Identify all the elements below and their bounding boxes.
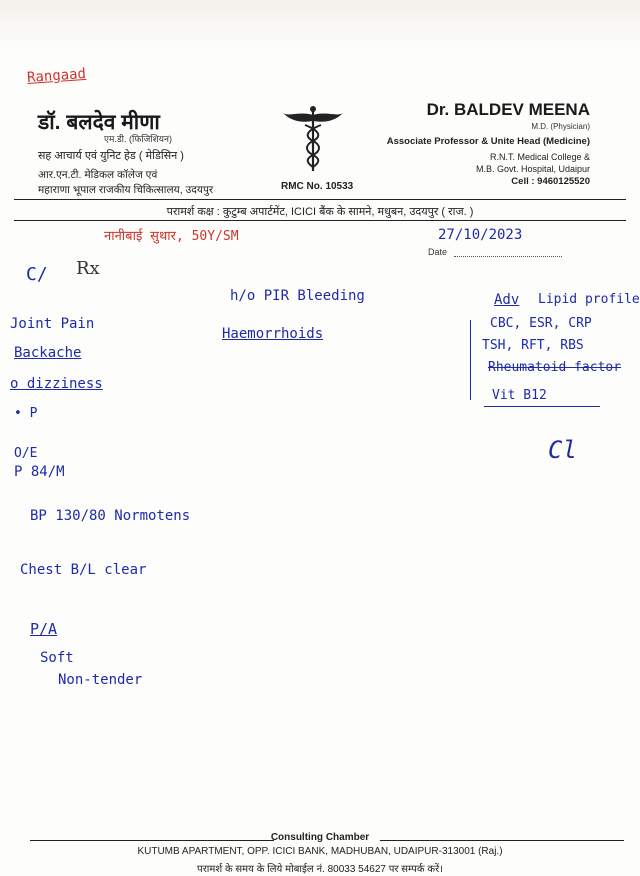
doctor-name-english: Dr. BALDEV MEENA bbox=[426, 100, 590, 119]
college-english-2: M.B. Govt. Hospital, Udaipur bbox=[475, 164, 590, 174]
date-label: Date bbox=[428, 247, 448, 257]
advice-underline bbox=[484, 406, 600, 407]
pa-item: Soft bbox=[40, 650, 74, 666]
visit-date: 27/10/2023 bbox=[438, 227, 523, 243]
degree-hindi: एम.डी. (फिजिशियन) bbox=[104, 134, 172, 144]
title-hindi: सह आचार्य एवं युनिट हेड ( मेडिसिन ) bbox=[38, 150, 184, 162]
complaint-item: o dizziness bbox=[10, 376, 103, 392]
complaint-item: • P bbox=[14, 406, 38, 421]
history-item: h/o PIR Bleeding bbox=[230, 288, 365, 304]
advice-bracket bbox=[470, 320, 477, 400]
advice-item-struck: Rheumatoid factor bbox=[488, 360, 622, 375]
paper-edge-marks bbox=[0, 0, 640, 50]
degree-english: M.D. (Physician) bbox=[531, 122, 590, 131]
exam-item: P 84/M bbox=[14, 464, 65, 480]
complaint-item: Backache bbox=[14, 345, 82, 361]
header-divider-bottom bbox=[14, 220, 626, 221]
complaint-item: Joint Pain bbox=[10, 316, 95, 332]
rx-symbol: Rx bbox=[76, 258, 100, 279]
advice-label: Adv bbox=[494, 292, 520, 308]
cell-number: Cell : 9460125520 bbox=[511, 176, 590, 187]
pa-heading: P/A bbox=[30, 620, 58, 638]
advice-item: CBC, ESR, CRP bbox=[490, 316, 592, 331]
college-english-1: R.N.T. Medical College & bbox=[489, 152, 590, 162]
college-hindi-1: आर.एन.टी. मेडिकल कॉलेज एवं bbox=[38, 169, 158, 181]
stamp-text: Rangaad bbox=[26, 65, 87, 87]
footer-address: KUTUMB APARTMENT, OPP. ICICI BANK, MADHUBAN, UDAIPUR-313001 (Raj.) bbox=[137, 846, 503, 857]
header-divider-top bbox=[14, 199, 626, 200]
advice-item: TSH, RFT, RBS bbox=[482, 338, 584, 353]
pa-item: Non-tender bbox=[58, 672, 143, 688]
complaints-marker: C/ bbox=[26, 264, 48, 285]
exam-item: Chest B/L clear bbox=[20, 562, 147, 578]
doctor-name-hindi: डॉ. बलदेव मीणा bbox=[38, 111, 160, 134]
advice-item: Vit B12 bbox=[492, 388, 547, 403]
consulting-chamber-label: Consulting Chamber bbox=[270, 832, 370, 843]
patient-name: नानीबाई सुथार, 50Y/SM bbox=[104, 229, 239, 244]
title-english: Associate Professor & Unite Head (Medicine) bbox=[386, 136, 590, 147]
caduceus-logo-icon bbox=[281, 103, 345, 173]
clinic-address-hindi: परामर्श कक्ष : कुटुम्ब अपार्टमेंट, ICICI बैंक के सामने, मधुबन, उदयपुर ( राज. ) bbox=[166, 206, 474, 218]
exam-item: BP 130/80 Normotens bbox=[30, 508, 191, 524]
exam-item: O/E bbox=[14, 446, 38, 461]
date-dotted-line bbox=[454, 256, 562, 257]
advice-item: Lipid profile bbox=[538, 292, 640, 307]
doctor-signature: Cl bbox=[548, 436, 577, 464]
history-item: Haemorrhoids bbox=[222, 326, 324, 342]
college-hindi-2: महाराणा भूपाल राजकीय चिकित्सालय, उदयपुर bbox=[38, 184, 214, 196]
footer-note-hindi: परामर्श के समय के लिये मोबाईल नं. 80033 54627 पर सम्पर्क करें। bbox=[197, 864, 443, 875]
rmc-number: RMC No. 10533 bbox=[281, 181, 354, 192]
